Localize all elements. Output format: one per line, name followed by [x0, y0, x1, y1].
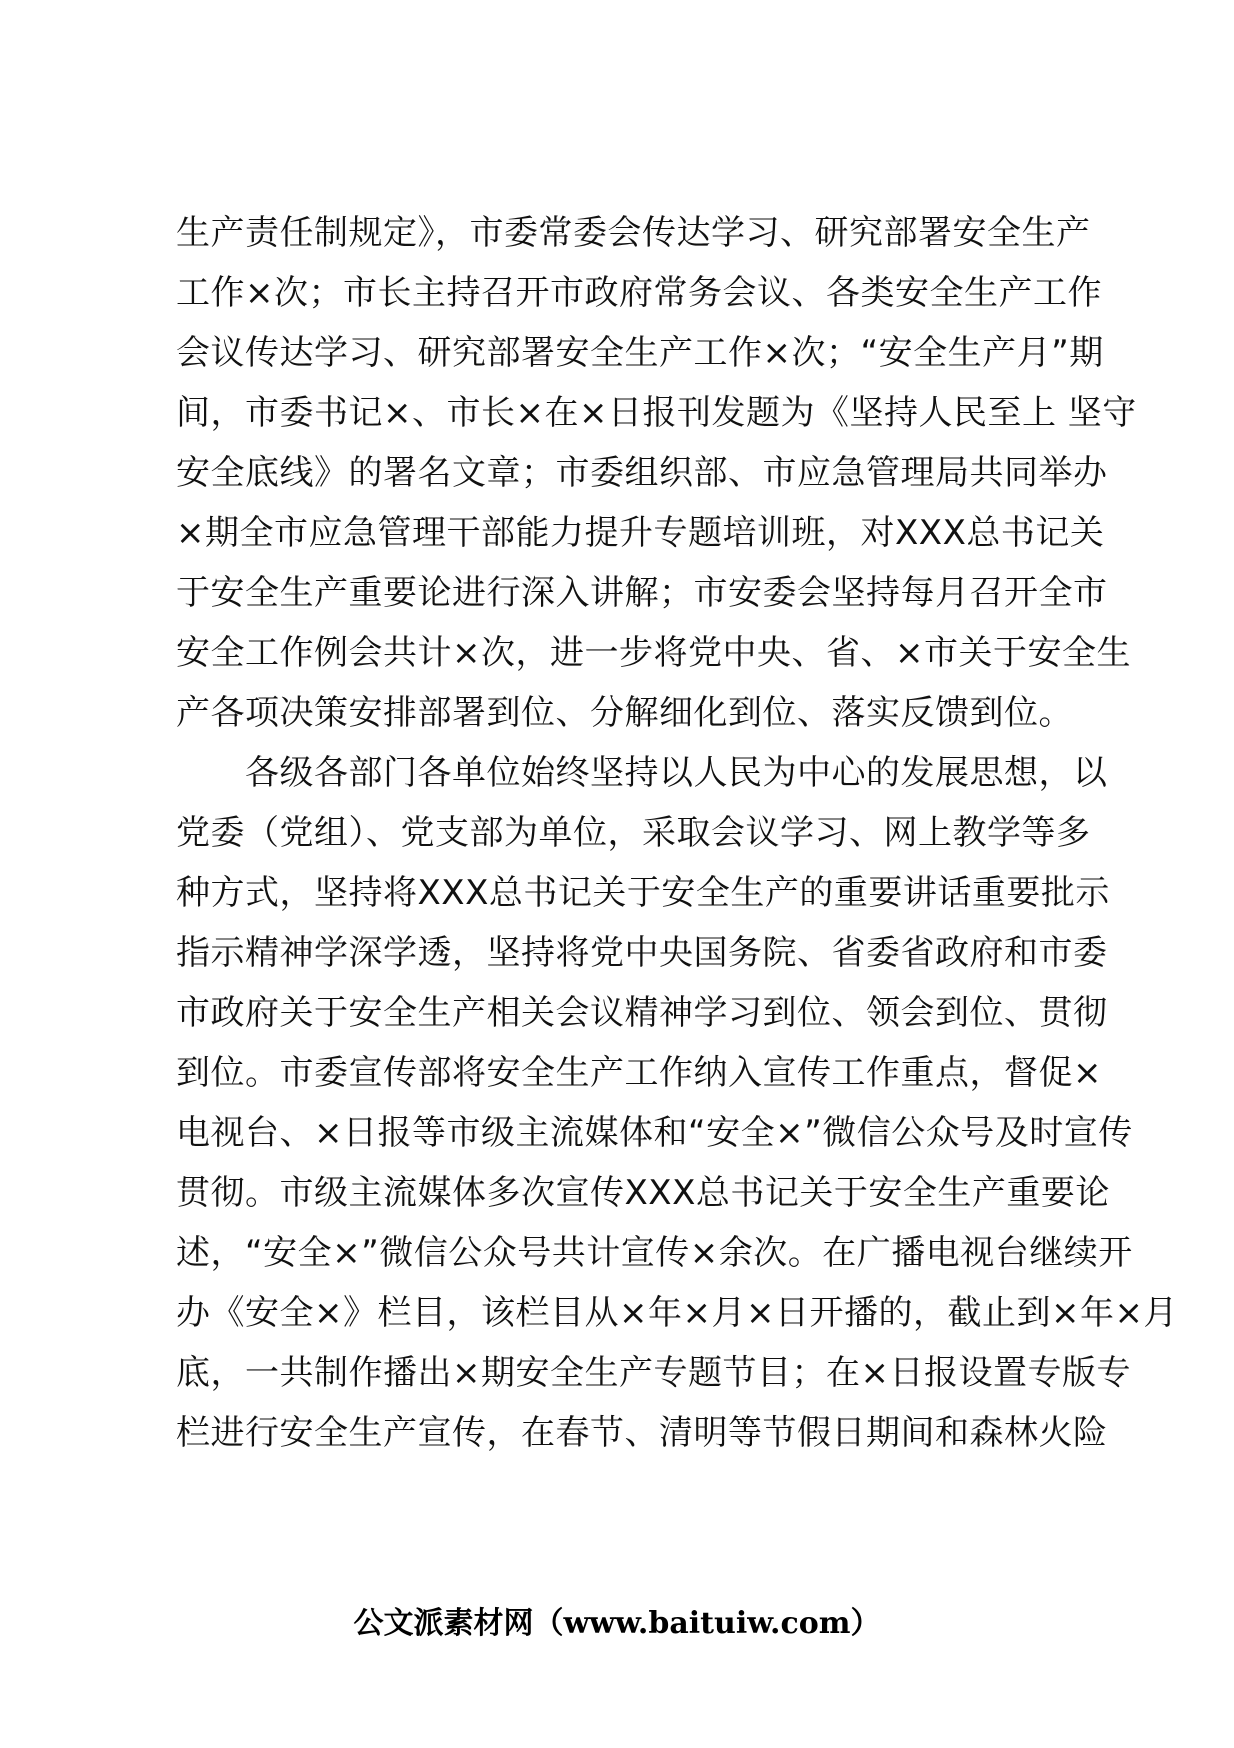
footer-watermark: 公文派素材网（www.baituiw.com） [353, 1606, 881, 1641]
text-line: 安全底线》的署名文章；市委组织部、市应急管理局共同举办 [176, 453, 1108, 493]
text-line: 安全工作例会共计×次，进一步将党中央、省、×市关于安全生 [176, 633, 1131, 673]
text-line: 会议传达学习、研究部署安全生产工作×次；“安全生产月”期 [176, 333, 1104, 373]
text-line: 种方式，坚持将XXX总书记关于安全生产的重要讲话重要批示 [176, 873, 1110, 913]
text-line: 党委（党组）、党支部为单位，采取会议学习、网上教学等多 [176, 813, 1091, 853]
text-line: 到位。市委宣传部将安全生产工作纳入宣传工作重点，督促× [176, 1053, 1102, 1093]
text-line: 栏进行安全生产宣传，在春节、清明等节假日期间和森林火险 [176, 1413, 1108, 1453]
text-line: ×期全市应急管理干部能力提升专题培训班，对XXX总书记关 [176, 513, 1105, 553]
text-line: 述，“安全×”微信公众号共计宣传×余次。在广播电视台继续开 [176, 1233, 1133, 1273]
text-line: 市政府关于安全生产相关会议精神学习到位、领会到位、贯彻 [176, 993, 1108, 1033]
text-line: 产各项决策安排部署到位、分解细化到位、落实反馈到位。 [176, 693, 1073, 733]
text-line: 工作×次；市长主持召开市政府常务会议、各类安全生产工作 [176, 273, 1102, 313]
text-line: 办《安全×》栏目，该栏目从×年×月×日开播的，截止到×年×月 [176, 1293, 1178, 1333]
text-line: 指示精神学深学透，坚持将党中央国务院、省委省政府和市委 [176, 933, 1108, 973]
text-line: 底，一共制作播出×期安全生产专题节目；在×日报设置专版专 [176, 1353, 1131, 1393]
body-text [176, 203, 1178, 1463]
paragraph-start-line: 各级各部门各单位始终坚持以人民为中心的发展思想，以 [176, 753, 1108, 793]
text-line: 于安全生产重要论进行深入讲解；市安委会坚持每月召开全市 [176, 573, 1108, 613]
text-line: 电视台、×日报等市级主流媒体和“安全×”微信公众号及时宣传 [176, 1113, 1133, 1153]
text-line: 间，市委书记×、市长×在×日报刊发题为《坚持人民至上 坚守 [176, 393, 1137, 433]
text-line: 贯彻。市级主流媒体多次宣传XXX总书记关于安全生产重要论 [176, 1173, 1110, 1213]
text-line: 生产责任制规定》，市委常委会传达学习、研究部署安全生产 [176, 213, 1091, 253]
